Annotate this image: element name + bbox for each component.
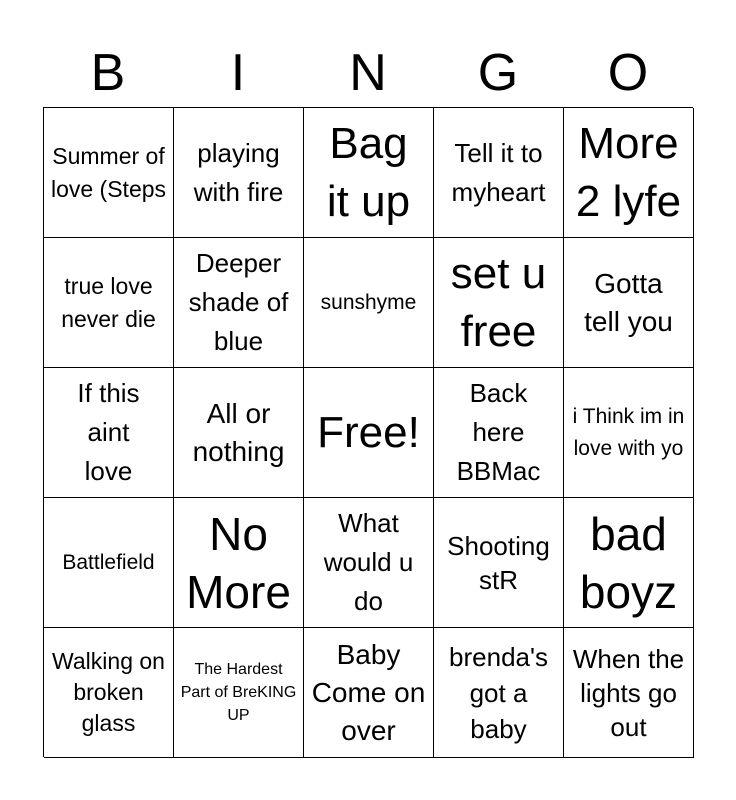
bingo-cell[interactable] (304, 498, 434, 628)
bingo-cell[interactable] (304, 108, 434, 238)
cell-text: Deeper shade of blue (188, 248, 289, 356)
bingo-cell[interactable] (174, 368, 304, 498)
cell-text: No More (186, 507, 291, 618)
bingo-cell[interactable] (434, 498, 564, 628)
cell-text: More 2 lyfe (575, 118, 682, 226)
cell-text: true love never die (61, 272, 156, 332)
bingo-board (43, 107, 693, 757)
bingo-cell[interactable] (434, 368, 564, 498)
header-letter-n: N (349, 44, 387, 102)
cell-text: playing with fire (193, 137, 284, 207)
bingo-cell[interactable] (174, 628, 304, 758)
cell-text: sunshyme (320, 290, 417, 314)
cell-text: Battlefield (62, 550, 155, 574)
cell-text: Gotta tell you (584, 267, 673, 337)
header-letter-o: O (607, 44, 649, 102)
cell-text: If this aint love (77, 378, 140, 486)
bingo-cell[interactable] (174, 498, 304, 628)
free-space-text: Free! (317, 407, 420, 457)
header-letter-i: I (230, 44, 246, 102)
cell-text: Tell it to myheart (451, 137, 546, 207)
cell-text: bad boyz (579, 507, 678, 618)
bingo-cell[interactable] (44, 498, 174, 628)
bingo-cell[interactable] (564, 108, 694, 238)
bingo-cell[interactable] (304, 238, 434, 368)
cell-text: Walking on broken glass (52, 648, 165, 736)
bingo-cell[interactable] (44, 368, 174, 498)
free-space-cell[interactable] (304, 368, 434, 498)
bingo-cell[interactable] (564, 368, 694, 498)
bingo-cell[interactable] (434, 238, 564, 368)
bingo-cell[interactable] (434, 108, 564, 238)
cell-text: When the lights go out (572, 643, 685, 742)
cell-text: i Think im in love with yo (572, 404, 685, 460)
bingo-cell[interactable] (44, 628, 174, 758)
bingo-cell[interactable] (174, 108, 304, 238)
bingo-cell[interactable] (44, 238, 174, 368)
cell-text: Summer of love (Steps (50, 142, 167, 202)
cell-text: Baby Come on over (311, 638, 426, 746)
bingo-cell[interactable] (564, 628, 694, 758)
bingo-header (43, 40, 693, 106)
bingo-cell[interactable] (174, 238, 304, 368)
bingo-cell[interactable] (304, 628, 434, 758)
cell-text: brenda's got a baby (449, 641, 548, 744)
cell-text: What would u do (323, 508, 414, 616)
bingo-cell[interactable] (434, 628, 564, 758)
cell-text: The Hardest Part of BreKING UP (180, 661, 297, 724)
header-letter-b: B (90, 44, 126, 102)
bingo-cell[interactable] (44, 108, 174, 238)
cell-text: set u free (450, 248, 547, 356)
cell-text: Back here BBMac (456, 378, 541, 486)
bingo-cell[interactable] (564, 238, 694, 368)
cell-text: All or nothing (192, 397, 285, 467)
bingo-cell[interactable] (564, 498, 694, 628)
header-letter-g: G (477, 44, 519, 102)
cell-text: Bag it up (326, 118, 411, 226)
cell-text: Shooting stR (447, 530, 550, 595)
